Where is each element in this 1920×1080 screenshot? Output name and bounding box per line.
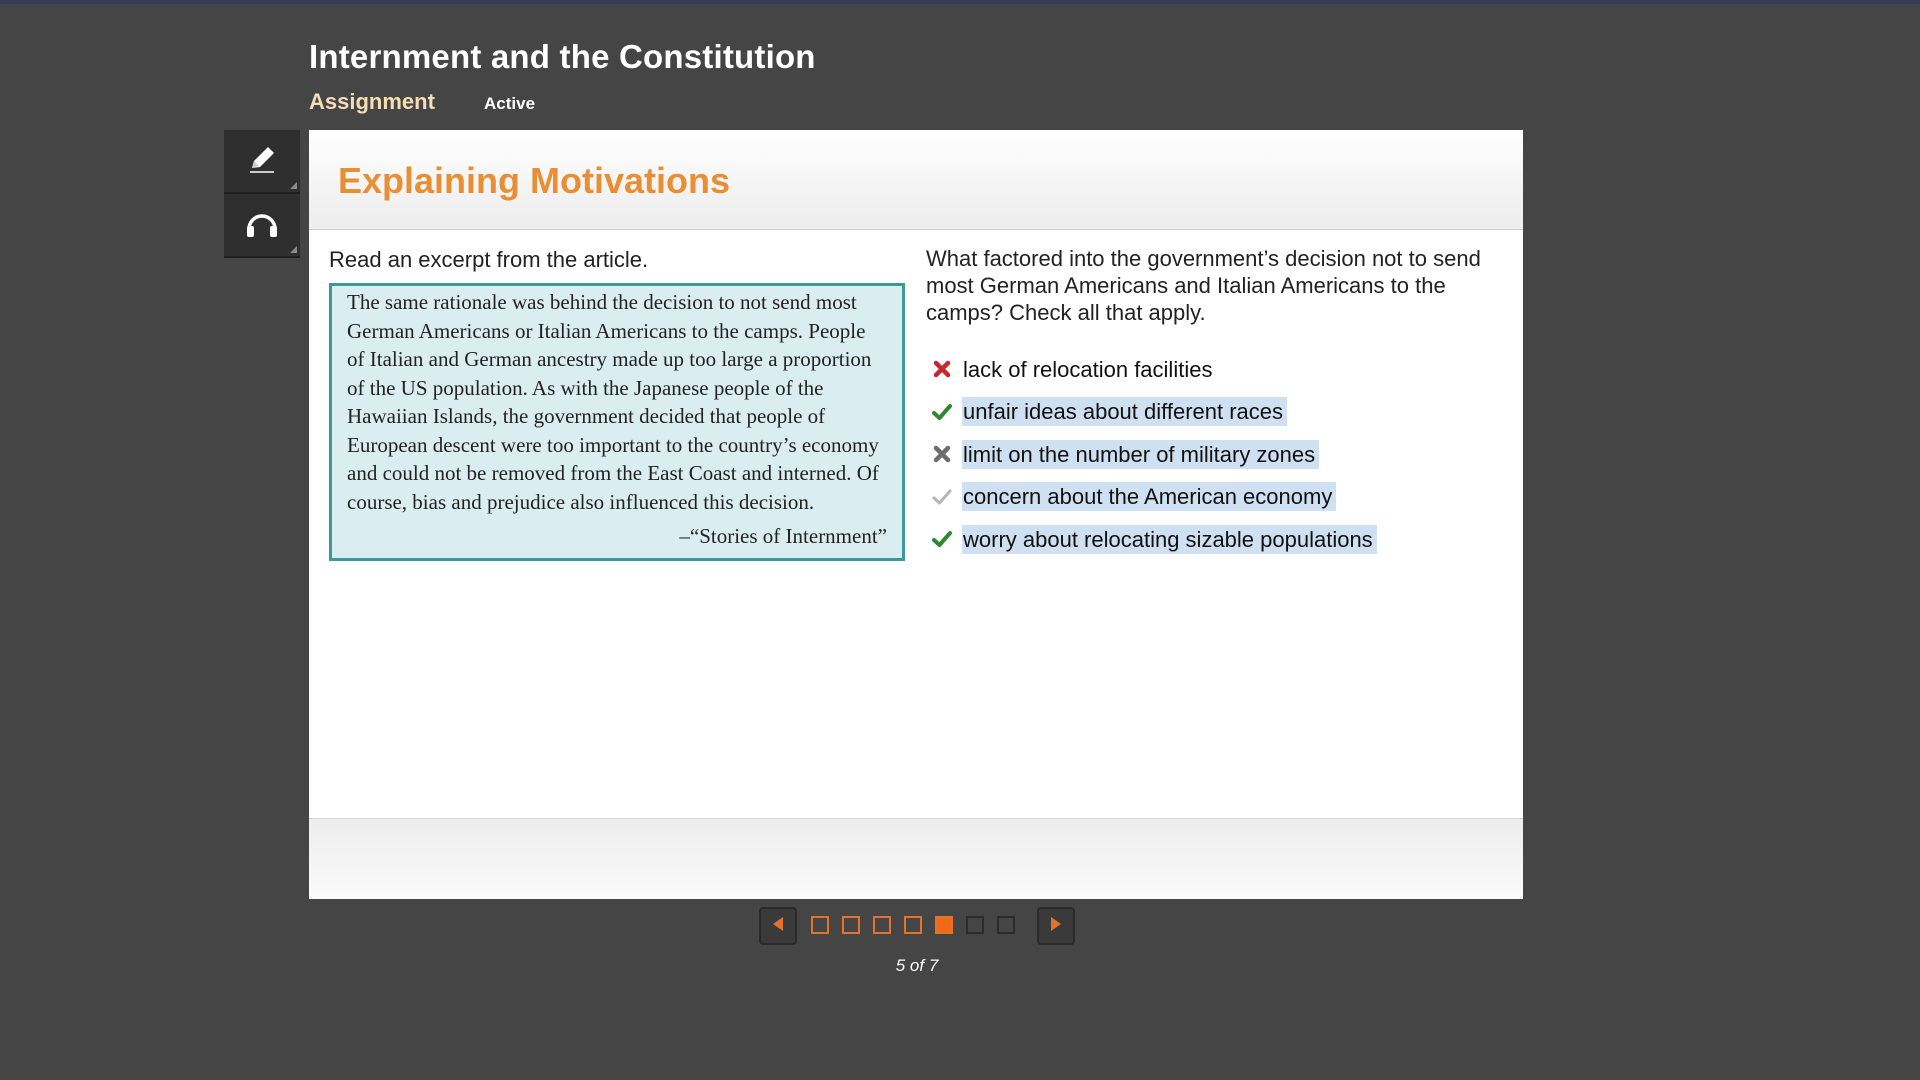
- headphones-icon: [243, 205, 281, 246]
- page-square-4[interactable]: [904, 916, 922, 934]
- checkmark-icon: [930, 527, 954, 551]
- status-label: Active: [484, 94, 536, 113]
- excerpt-text: The same rationale was behind the decision to not send most German Americans or Italian Americans to the camps. People of Italian and German ancestry made up too large a proportion of the US population. As with the Japanese people of the Hawaiian Islands, the government decided that people of European descent were too important to the country’s economy and could not be removed from the East Coast and interned. Of course, bias and prejudice also influenced this decision.: [347, 290, 879, 514]
- answer-option[interactable]: [926, 348, 1506, 391]
- answer-option[interactable]: [926, 476, 1506, 519]
- current-page-number: 5: [895, 956, 906, 975]
- answer-option-label[interactable]: worry about relocating sizable populations: [962, 525, 1377, 554]
- total-pages-number: 7: [928, 956, 939, 975]
- activity-panel: [309, 130, 1523, 898]
- checkmark-icon: [930, 400, 954, 424]
- next-page-button[interactable]: [1037, 907, 1075, 945]
- x-mark-icon: [930, 357, 954, 381]
- triangle-left-icon: [771, 916, 785, 937]
- answer-option[interactable]: [926, 518, 1506, 561]
- activity-header: [309, 130, 1523, 230]
- answer-option[interactable]: [926, 433, 1506, 476]
- answer-option-label[interactable]: lack of relocation facilities: [963, 356, 1213, 382]
- pencil-tool-button[interactable]: [224, 130, 300, 194]
- answer-option[interactable]: [926, 391, 1506, 434]
- activity-footer: [309, 818, 1523, 899]
- checkmark-icon: [930, 485, 954, 509]
- excerpt-instruction: Read an excerpt from the article.: [329, 247, 649, 272]
- page-square-2[interactable]: [842, 916, 860, 934]
- excerpt-column: [329, 245, 905, 561]
- excerpt-box: [329, 283, 905, 561]
- page-indicator-of: of: [909, 956, 925, 975]
- page-square-6[interactable]: [966, 916, 984, 934]
- answer-option-label[interactable]: concern about the American economy: [962, 482, 1336, 511]
- page-square-1[interactable]: [811, 916, 829, 934]
- page-square-7[interactable]: [997, 916, 1015, 934]
- previous-page-button[interactable]: [759, 907, 797, 945]
- excerpt-source: –“Stories of Internment”: [679, 524, 887, 548]
- page-navigation: [759, 907, 1075, 945]
- audio-tool-button[interactable]: [224, 194, 300, 258]
- assignment-type-label: Assignment: [309, 89, 435, 114]
- top-edge-line: [0, 0, 1920, 4]
- tool-sidebar: [224, 130, 300, 258]
- page-indicator: [760, 956, 1074, 976]
- page-square-3[interactable]: [873, 916, 891, 934]
- triangle-right-icon: [1049, 916, 1063, 937]
- activity-title: Explaining Motivations: [338, 160, 731, 201]
- answer-option-label[interactable]: unfair ideas about different races: [962, 397, 1287, 426]
- lesson-title: Internment and the Constitution: [309, 38, 816, 75]
- question-prompt: What factored into the government’s decision not to send most German Americans and Italian Americans to the camps? Check all that apply.: [926, 246, 1481, 325]
- pencil-icon: [244, 141, 280, 182]
- x-mark-icon: [930, 442, 954, 466]
- answer-option-label[interactable]: limit on the number of military zones: [962, 440, 1319, 469]
- answer-options: [926, 348, 1506, 561]
- page-square-5-current[interactable]: [935, 916, 953, 934]
- question-column: [926, 245, 1506, 561]
